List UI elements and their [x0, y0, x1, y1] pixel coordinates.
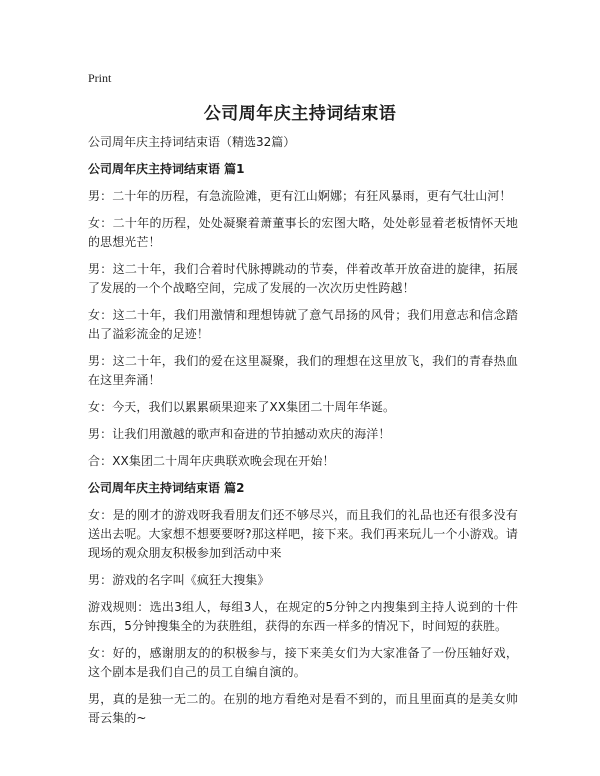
document-subtitle: 公司周年庆主持词结束语（精选32篇） — [88, 135, 296, 149]
paragraph: 女：是的刚才的游戏呀我看朋友们还不够尽兴，而且我们的礼品也还有很多没有送出去呢。大家想不想要要呀?那这样吧，接下来。我们再来玩儿一个小游戏。请现场的观众朋友积极参加到活动中来 — [88, 508, 518, 560]
page-title: 公司周年庆主持词结束语 — [203, 104, 397, 124]
paragraph: 游戏规则：选出3组人，每组3人，在规定的5分钟之内搜集到主持人说到的十件东西，5分钟搜集全的为获胜组，获得的东西一样多的情况下，时间短的获胜。 — [88, 600, 518, 633]
paragraph: 女：二十年的历程，处处凝聚着萧董事长的宏图大略，处处彰显着老板情怀天地的思想光芒！ — [88, 216, 518, 249]
section-1 — [88, 160, 518, 471]
paragraph: 合：XX集团二十周年庆典联欢晚会现在开始！ — [88, 454, 335, 468]
document-body — [88, 133, 518, 736]
paragraph: 男：这二十年，我们的爱在这里凝聚，我们的理想在这里放飞，我们的青春热血在这里奔涌！ — [88, 354, 518, 387]
paragraph: 女：好的，感谢朋友的的积极参与，接下来美女们为大家准备了一份压轴好戏，这个剧本是我们自己的员工自编自演的。 — [88, 646, 518, 679]
paragraph: 男：这二十年，我们合着时代脉搏跳动的节奏，伴着改革开放奋进的旋律，拓展了发展的一个个战略空间，完成了发展的一次次历史性跨越！ — [88, 262, 518, 295]
paragraph: 女：今天，我们以累累硕果迎来了XX集团二十周年华诞。 — [88, 400, 396, 414]
print-link[interactable]: Print — [88, 71, 112, 85]
section-2 — [88, 479, 518, 728]
paragraph: 女：这二十年，我们用激情和理想铸就了意气昂扬的风骨；我们用意志和信念踏出了溢彩流金的足迹！ — [88, 308, 518, 341]
paragraph: 男：二十年的历程，有急流险滩，更有江山婀娜；有狂风暴雨，更有气壮山河！ — [88, 189, 512, 203]
paragraph: 男，真的是独一无二的。在别的地方看绝对是看不到的，而且里面真的是美女帅哥云集的~ — [88, 692, 518, 725]
section-heading: 公司周年庆主持词结束语 篇2 — [88, 481, 245, 495]
section-heading: 公司周年庆主持词结束语 篇1 — [88, 162, 245, 176]
paragraph: 男：让我们用激越的歌声和奋进的节拍撼动欢庆的海洋！ — [88, 427, 391, 441]
paragraph: 男：游戏的名字叫《疯狂大搜集》 — [88, 573, 270, 587]
